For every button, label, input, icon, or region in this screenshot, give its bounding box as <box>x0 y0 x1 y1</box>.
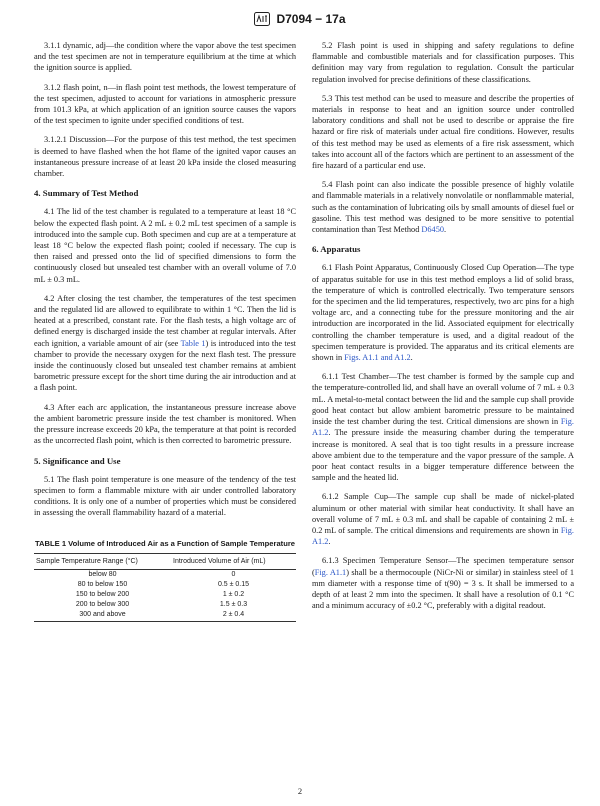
table-row <box>34 569 296 580</box>
table-row <box>34 610 296 622</box>
paragraph-6-1: 6.1 Flash Point Apparatus, Continuously Closed Cup Operation—The type of apparatus suitable for use in this test method employs a lid of solid brass, the temperature of which is controlled electrically. Two temperature sensors for the specimen and the lid temperatures, respectively, two arc pins for a high voltage arc, and a connecting tube for the pressure monitoring and the air introduction are incorporated in the lid. Associated equipment for electrically controlling the chamber temperature is used, and a digital readout of the specimen temperature is provided. The apparatus and its critical elements are shown in Figs. A1.1 and A1.2. <box>312 263 574 363</box>
paragraph-5-2: 5.2 Flash point is used in shipping and safety regulations to define flammable and combustible materials and for classification purposes. This definition may vary from regulation to regulation. Consult the particular regulation involved for precise definitions of these classifications. <box>312 41 574 84</box>
section-heading-4: 4. Summary of Test Method <box>34 188 139 199</box>
definition-3-1-1: 3.1.1 dynamic, adj—the condition where the vapor above the test specimen and the test specimen are not in temperature equilibrium at the time at which the ignition source is applied. <box>34 41 296 73</box>
table-cell: 0 <box>231 571 236 579</box>
fig-a1-1-link[interactable]: Fig. A1.1 <box>314 567 347 577</box>
astm-logo-icon <box>254 12 270 26</box>
paragraph-4-2-text: 4.2 After closing the test chamber, the temperatures of the test specimen and the regulated lid are allowed to equilibrate to within 1 °C. Then the lid is heated at a prescribed, constant rate. For the flash tests, a high voltage arc of defined energy is discharged inside the test chamber at regular intervals. After each ignition, a variable amount of air (see <box>34 293 296 348</box>
section-heading-6: 6. Apparatus <box>312 244 361 255</box>
paragraph-5-1: 5.1 The flash point temperature is one measure of the tendency of the test specimen to form a flammable mixture with air under controlled laboratory conditions. It is only one of a number of properties which must be considered in assessing the overall flammability hazard of a material. <box>34 474 296 518</box>
right-column <box>312 40 574 619</box>
paragraph-6-1-3 <box>312 555 574 611</box>
column-header-temperature: Sample Temperature Range (°C) <box>34 553 171 569</box>
paragraph-5-4: 5.4 Flash point can also indicate the possible presence of highly volatile and flammable materials in a relatively nonvolatile or nonflammable material, such as the contamination of lubricating oils by small amounts of diesel fuel or gasoline. This test method was designed to be more sensitive to potential contamination than Test Method D6450. <box>312 180 574 235</box>
paragraph-6-1-text: 6.1 Flash Point Apparatus, Continuously Closed Cup Operation—The type of apparatus suitable for use in this test method employs a lid of solid brass, the temperature of which is controlled electrically. Two temperature sensors for the specimen and the lid temperatures, respectively, two arc pins for a high voltage arc, and a connecting tube for the pressure monitoring and the air introduction are incorporated in the lid. Associated equipment for electrically controlling the chamber temperature is used, and a digital readout of the specimen temperature is provided. The apparatus and its critical elements are shown in <box>312 263 574 363</box>
paragraph-5-3: 5.3 This test method can be used to measure and describe the properties of materials in response to heat and an ignition source under controlled laboratory conditions and shall not be used to describe or appraise the fire hazard or fire risk of materials under actual fire conditions. However, results of this test method may be used as elements of a fire risk assessment, which takes into account all of the factors which are pertinent to an assessment of the fire hazard of a particular end use. <box>312 93 574 171</box>
d6450-link[interactable]: D6450 <box>421 225 445 235</box>
table-row <box>34 600 296 610</box>
definition-3-1-2-1: 3.1.2.1 Discussion—For the purpose of this test method, the test specimen is deemed to have flashed when the hot flame of the ignited vapor causes an instantaneous pressure increase of at least 20 kPa inside the closed measuring chamber. <box>34 135 296 179</box>
table-row <box>34 580 296 590</box>
paragraph-4-2 <box>34 293 296 394</box>
page-header <box>0 12 600 26</box>
table-1-link[interactable]: Table 1 <box>180 338 206 348</box>
paragraph-6-1-2: 6.1.2 Sample Cup—The sample cup shall be made of nickel-plated aluminum or other material with similar heat conductivity. It shall have an overall volume of 7 mL ± 0.3 mL and shall be capable of containing 2 mL ± 0.2 mL of sample. The critical dimensions and requirements are shown in Fig. A1.2. <box>312 492 574 547</box>
table-cell: 150 to below 200 <box>75 591 130 599</box>
figs-a1-link[interactable]: Figs. A1.1 and A1.2 <box>344 353 411 363</box>
column-header-volume: Introduced Volume of Air (mL) <box>171 553 296 569</box>
fig-a1-2-link[interactable]: Fig. A1.2 <box>312 525 574 547</box>
paragraph-4-3: 4.3 After each arc application, the instantaneous pressure increase above the ambient barometric pressure inside the test chamber is monitored. When the pressure increase exceeds 20 kPa, the temperature at that point is recorded as the uncorrected flash point, which is then corrected to barometric pressure. <box>34 402 296 446</box>
left-column <box>34 40 296 622</box>
table-title: TABLE 1 Volume of Introduced Air as a Function of Sample Temperature <box>34 538 296 548</box>
table-cell: 1 ± 0.2 <box>222 591 245 599</box>
paragraph-4-2-text-cont: ) is introduced into the test chamber to provide the necessary oxygen for the next flash test. The pressure inside the continuously closed but unsealed test chamber remains at ambient barometric pressure except for the short time during the air introduction and at a flash point. <box>34 338 296 393</box>
paragraph-6-1-1-text: 6.1.1 Test Chamber—The test chamber is formed by the sample cup and the temperature-controlled lid, and shall have an overall volume of 7 mL ± 0.3 mL. A metal-to-metal contact between the lid and the sample cup shall provide good heat contact but allow ambient barometric pressure to be maintained inside the test chamber during the test. Critical dimensions are shown in <box>312 372 574 427</box>
paragraph-6-1-3-text: 6.1.3 Specimen Temperature Sensor—The specimen temperature sensor ( <box>312 556 574 577</box>
table-cell: 80 to below 150 <box>77 581 128 589</box>
paragraph-4-1: 4.1 The lid of the test chamber is regulated to a temperature at least 18 °C below the expected flash point. A 2 mL ± 0.2 mL test specimen of a sample is introduced into the sample cup. Both specimen and cup are at a temperature at least 18 °C below the expected flash point; cooled if necessary. The cup is then raised and pressed onto the lid of specified dimensions to form the continuously closed but unsealed test chamber with an overall volume of 7.0 mL ± 0.3 mL. <box>34 207 296 284</box>
fig-a1-2-link[interactable]: Fig. A1.2 <box>312 417 574 438</box>
paragraph-6-1-3-text-cont: ) shall be a thermocouple (NiCr-Ni or similar) in stainless steel of 1 mm diameter with a response time of t(90) = 3 s. It shall be immersed to a depth of at least 2 mm into the specimen. It shall have a resolution of 0.1 °C and a minimum accuracy of ±0.2 °C, preferably with a digital readout. <box>312 567 574 611</box>
table-cell: 0.5 ± 0.15 <box>217 581 250 589</box>
air-volume-table <box>34 553 296 623</box>
table-cell: below 80 <box>88 571 117 579</box>
section-heading-5: 5. Significance and Use <box>34 455 121 466</box>
paragraph-6-1-2-text: 6.1.2 Sample Cup—The sample cup shall be made of nickel-plated aluminum or other material with similar heat conductivity. It shall have an overall volume of 7 mL ± 0.3 mL and shall be capable of containing 2 mL ± 0.2 mL of sample. The critical dimensions and requirements are shown in <box>312 492 574 535</box>
paragraph-6-1-1-text-cont: . The pressure inside the measuring chamber during the temperature increase is monitored. A seal that is too tight results in a pressure increase above ambient due to the temperature and the vapor pressure of the sample. A poor heat contact results in a bigger temperature difference between the sample and the heated lid. <box>312 428 574 483</box>
table-cell: 1.5 ± 0.3 <box>219 601 248 609</box>
definition-3-1-2: 3.1.2 flash point, n—in flash point test methods, the lowest temperature of the test specimen, adjusted to account for variations in atmospheric pressure from 101.3 kPa, at which application of an ignition source causes the vapors of the test specimen to ignite under specified conditions of test. <box>34 82 296 126</box>
table-1 <box>34 539 296 623</box>
table-row <box>34 590 296 600</box>
paragraph-6-1-1 <box>312 371 574 483</box>
table-cell: 300 and above <box>34 610 171 622</box>
table-cell: 2 ± 0.4 <box>171 610 296 622</box>
paragraph-5-4-text: 5.4 Flash point can also indicate the possible presence of highly volatile and flammable materials in a relatively nonvolatile or nonflammable material, such as the contamination of lubricating oils by small amounts of diesel fuel or gasoline. This test method was designed to be more sensitive to potential contamination than Test Method <box>312 180 574 235</box>
document-id: D7094 − 17a <box>276 12 346 26</box>
page-number: 2 <box>297 786 303 796</box>
table-cell: 200 to below 300 <box>75 601 130 609</box>
